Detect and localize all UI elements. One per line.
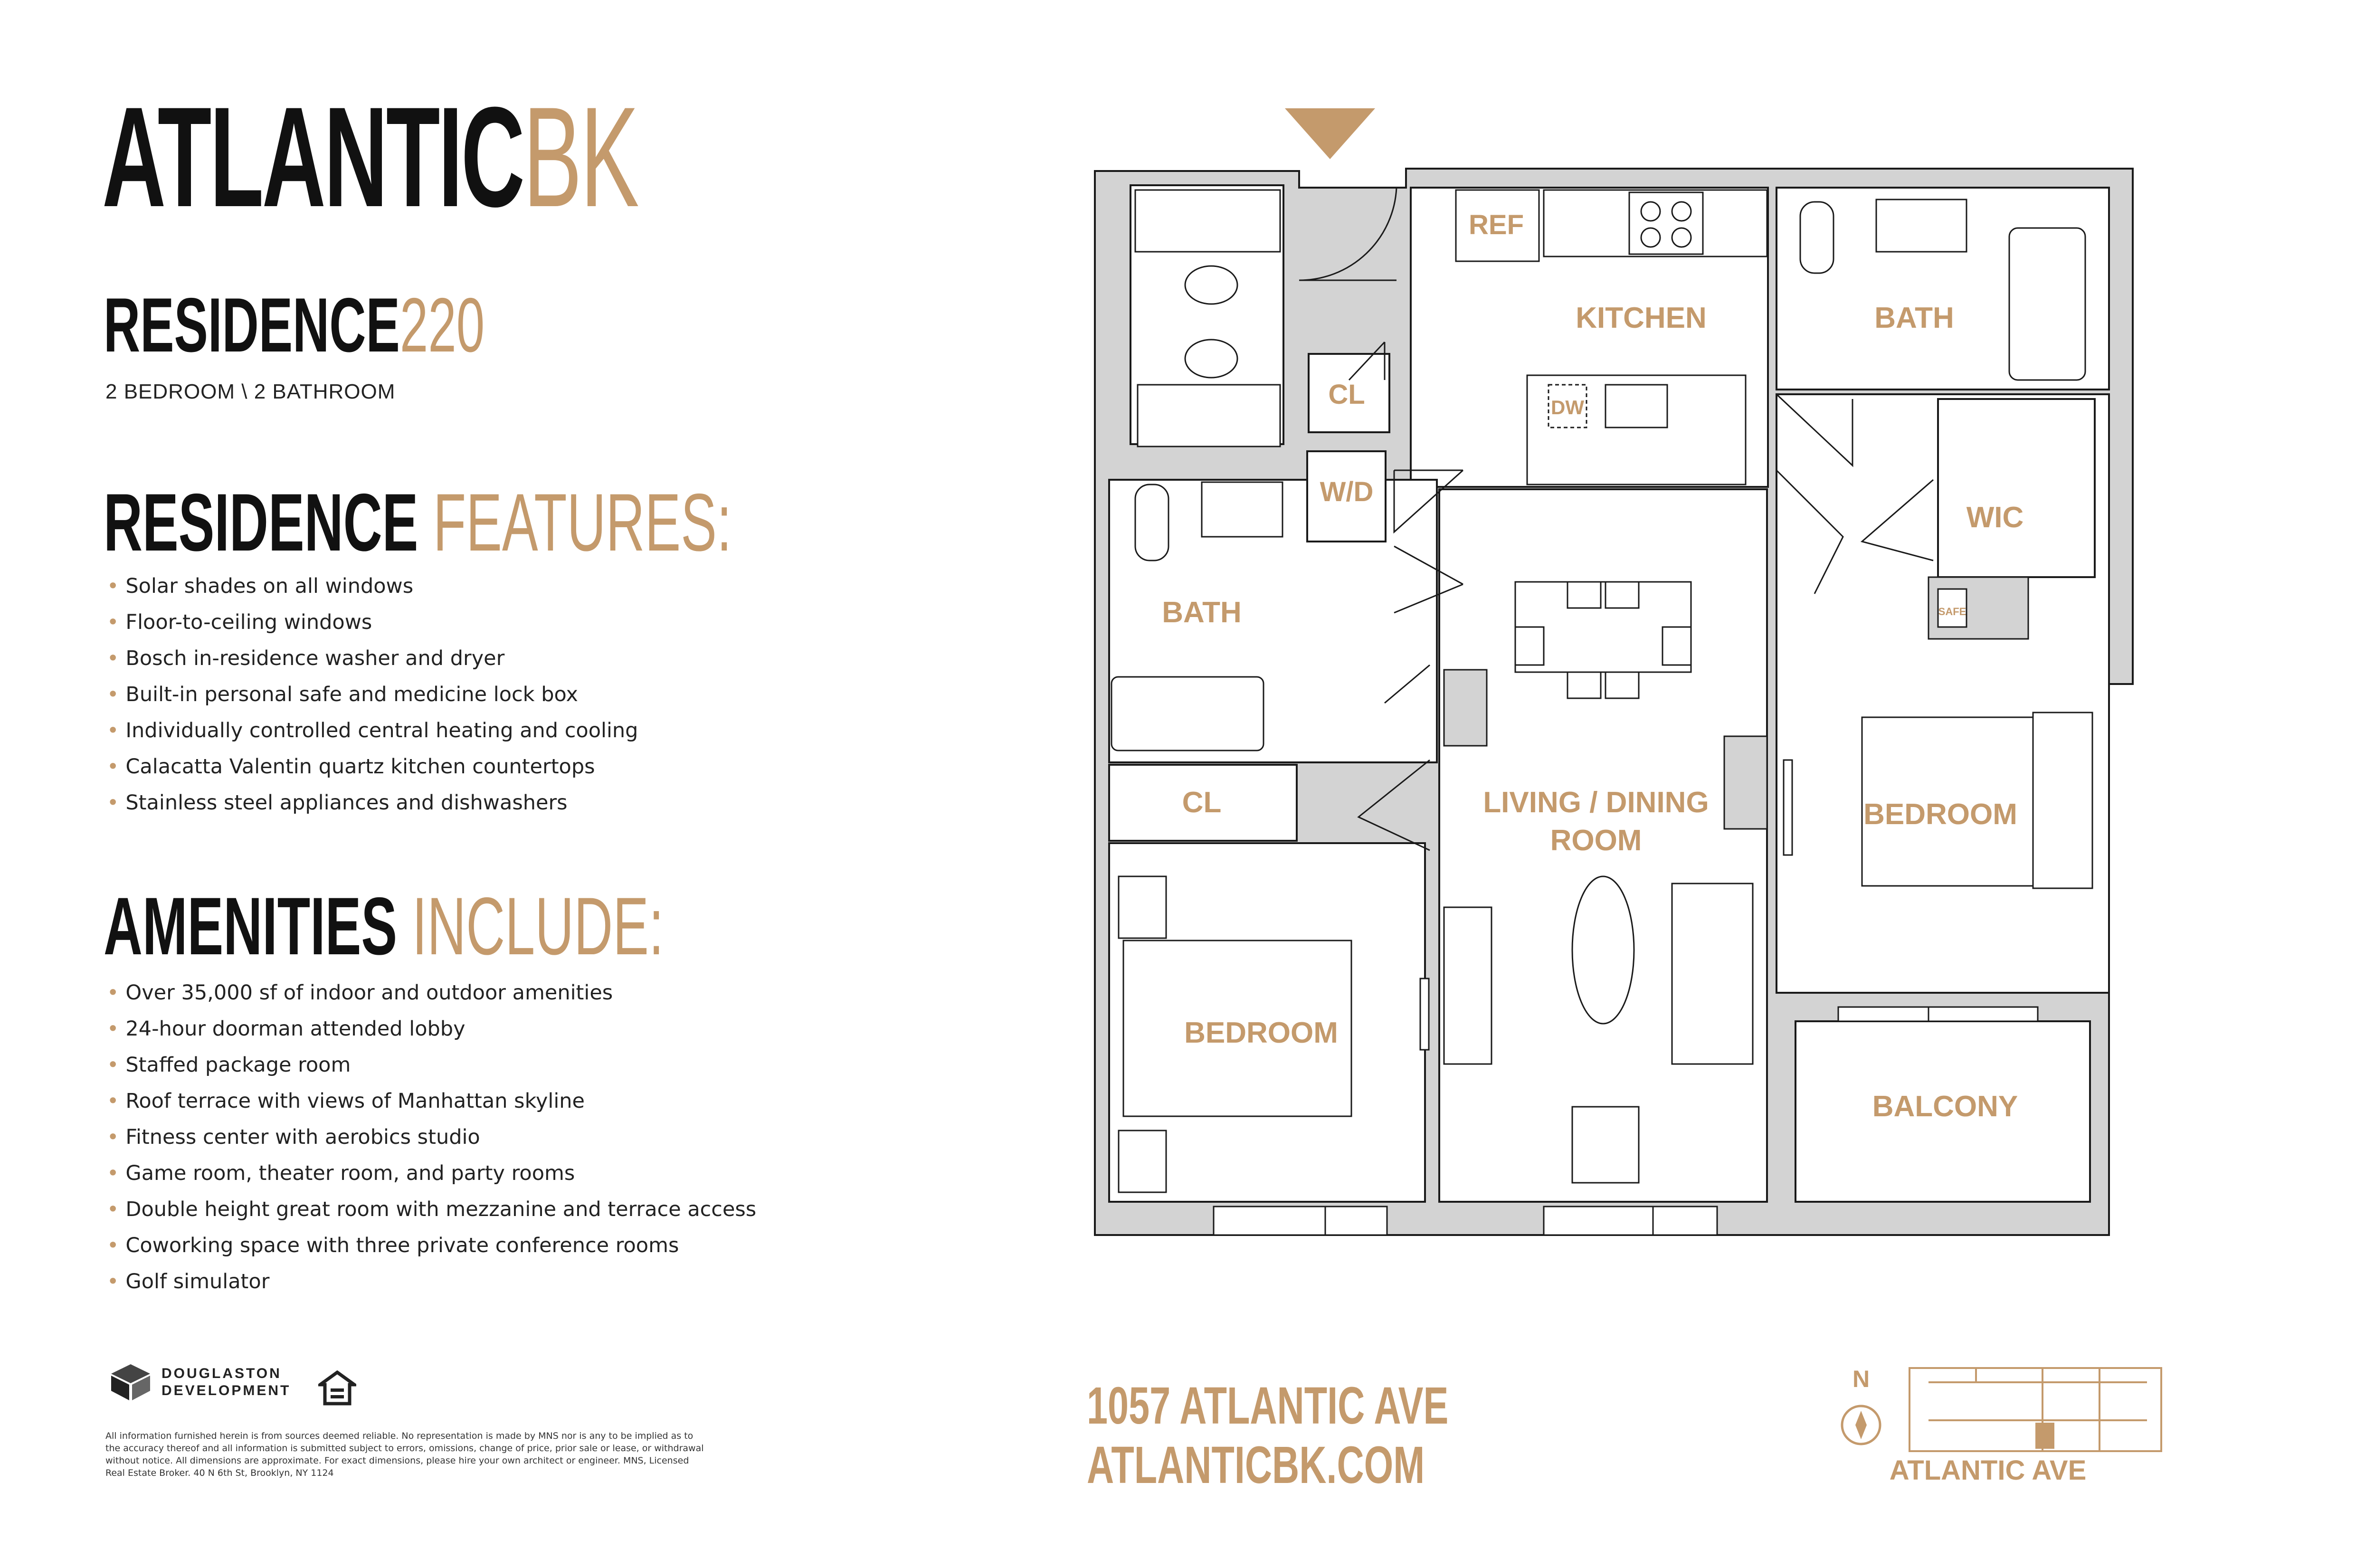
label-living-dining: LIVING / DINING [1483, 786, 1709, 819]
keyplan-north: N [1852, 1366, 1870, 1392]
amenity-item: • Roof terrace with views of Manhattan skyline [107, 1083, 756, 1119]
address-street: 1057 ATLANTIC AVE [1087, 1377, 1449, 1435]
features-heading-main: RESIDENCE [104, 477, 418, 568]
label-closet-top: CL [1328, 379, 1365, 410]
feature-item: • Individually controlled central heating and cooling [107, 713, 638, 749]
features-heading-accent: FEATURES: [433, 477, 732, 568]
label-bedroom-left: BEDROOM [1184, 1017, 1338, 1049]
legal-disclaimer: All information furnished herein is from sources deemed reliable. No representation is made by MNS nor is any to be implied as to the accuracy thereof and all information is submitted subject to errors, omissions, change of price, prior sale or lease, or withdrawal without notice. All dimensions are approximate. For exact dimensions, please hire your own architect or engineer. MNS, Licensed Real Estate Broker. 40 N 6th St, Brooklyn, NY 1124 [105, 1431, 704, 1478]
brand-main: ATLANTIC [102, 77, 523, 237]
label-closet-left: CL [1182, 786, 1222, 819]
amenity-item: • Coworking space with three private conference rooms [107, 1227, 756, 1264]
amenity-item: • Staffed package room [107, 1047, 756, 1083]
label-bath-left: BATH [1162, 596, 1242, 629]
amenity-item: • Fitness center with aerobics studio [107, 1119, 756, 1155]
label-walk-in-closet: WIC [1966, 501, 2024, 534]
label-bedroom-right: BEDROOM [1863, 798, 2017, 831]
feature-item: • Stainless steel appliances and dishwashers [107, 785, 638, 821]
residence-label: RESIDENCE [104, 282, 400, 368]
residence-type: 2 BEDROOM \ 2 BATHROOM [105, 380, 396, 403]
feature-item: • Built-in personal safe and medicine lock box [107, 676, 638, 713]
label-dishwasher: DW [1551, 396, 1584, 418]
keyplan-unit-marker [2035, 1423, 2054, 1449]
amenities-heading-accent: INCLUDE: [412, 881, 664, 972]
amenity-item: • Double height great room with mezzanine and terrace access [107, 1191, 756, 1227]
label-washer-dryer: W/D [1320, 476, 1374, 507]
label-kitchen: KITCHEN [1576, 302, 1707, 334]
amenity-item: • Golf simulator [107, 1264, 756, 1300]
label-ref: REF [1469, 209, 1524, 240]
label-safe: SAFE [1938, 606, 1966, 618]
amenities-heading-main: AMENITIES [104, 881, 398, 972]
developer-line1: DOUGLASTON [162, 1366, 282, 1381]
amenity-item: • Over 35,000 sf of indoor and outdoor amenities [107, 975, 756, 1011]
compass-needle-icon [1855, 1411, 1867, 1439]
label-bath-top: BATH [1874, 302, 1954, 334]
keyplan-street: ATLANTIC AVE [1889, 1455, 2087, 1486]
feature-item: • Bosch in-residence washer and dryer [107, 640, 638, 676]
residence-number: 220 [399, 282, 485, 368]
feature-item: • Calacatta Valentin quartz kitchen countertops [107, 749, 638, 785]
label-balcony: BALCONY [1872, 1090, 2018, 1123]
amenity-item: • Game room, theater room, and party rooms [107, 1155, 756, 1191]
feature-item: • Floor-to-ceiling windows [107, 604, 638, 640]
feature-item: • Solar shades on all windows [107, 568, 638, 604]
brand-accent: BK [523, 77, 637, 237]
entry-arrow-icon [1285, 108, 1375, 159]
developer-line2: DEVELOPMENT [162, 1383, 291, 1398]
label-living-room: ROOM [1550, 824, 1642, 857]
address-website[interactable]: ATLANTICBK.COM [1087, 1436, 1425, 1494]
amenity-item: • 24-hour doorman attended lobby [107, 1011, 756, 1047]
